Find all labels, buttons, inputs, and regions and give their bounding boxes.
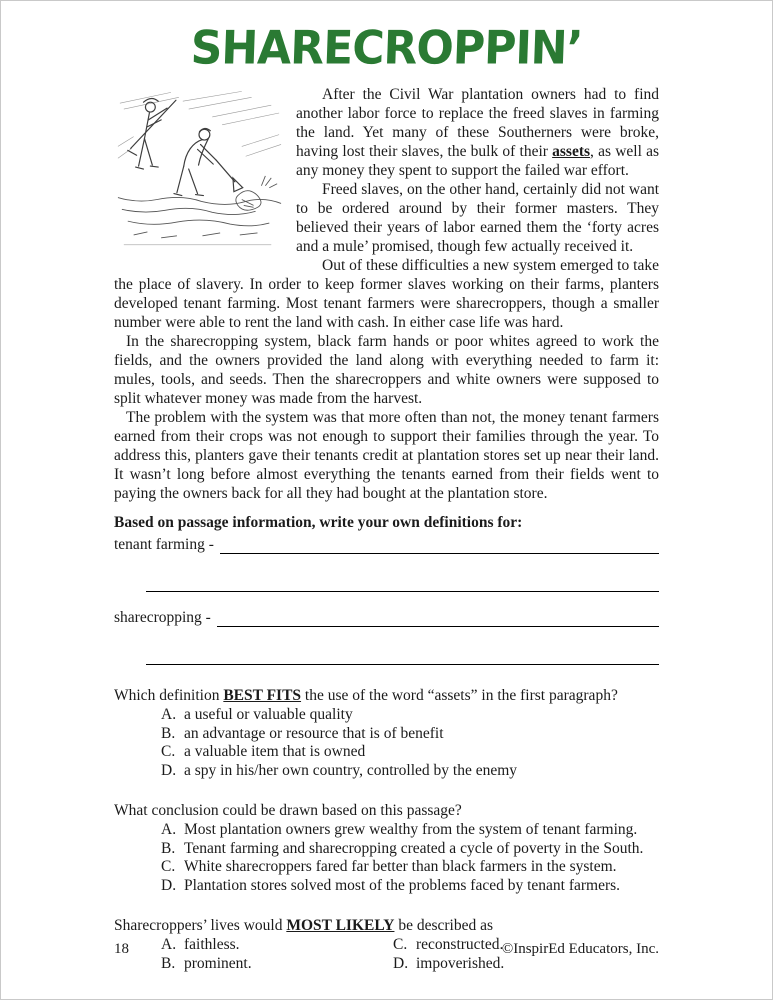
write-line-tenant-farming-2 (146, 577, 659, 592)
term-sharecropping: sharecropping - (114, 609, 211, 626)
write-line-sharecropping-2 (146, 650, 659, 665)
choice-letter: C. (161, 743, 176, 760)
choice-b (161, 725, 659, 744)
choice-letter: B. (161, 724, 176, 742)
choice-text: an advantage or resource that is of benefit (184, 724, 444, 742)
choice-letter: C. (393, 936, 408, 953)
question-conclusion (114, 801, 659, 895)
choice-text: faithless. (184, 936, 240, 953)
question-best-fits (114, 686, 659, 780)
choice-letter: A. (161, 821, 177, 838)
choice-d (161, 877, 659, 896)
paragraph-1-text: After the Civil War plantation owners had to find another labor force to replace the freed slaves in farming the land. Yet many of these Southerners were broke, having lost their slaves, the bulk of their (296, 86, 659, 160)
stem-emphasis: BEST FITS (223, 687, 302, 704)
question-best-fits-stem (114, 686, 659, 705)
choice-text: Tenant farming and sharecropping created a cycle of poverty in the South. (184, 839, 644, 857)
choice-text: impoverished. (416, 954, 505, 972)
passage (114, 85, 659, 503)
paragraph-5: The problem with the system was that more often than not, the money tenant farmers earned from their crops was not enough to support their families through the year. To address this, planters gave their tenants credit at plantation stores set up near their land. It wasn’t long before almost everything the tenants earned from their fields went to paying the owners back for all they had bought at the plantation store. (114, 409, 659, 502)
choice-b (161, 840, 659, 859)
write-line-sharecropping-1 (217, 611, 659, 627)
term-tenant-farming: tenant farming - (114, 536, 214, 553)
question-most-likely-stem (114, 916, 659, 935)
farming-illustration (114, 87, 286, 255)
choice-text: a spy in his/her own country, controlled by the enemy (184, 761, 518, 779)
underlined-word-assets: assets (552, 143, 591, 160)
stem-text-end: be described as (394, 917, 494, 934)
choice-letter: D. (393, 954, 409, 972)
choice-letter: D. (161, 761, 177, 779)
definition-row-tenant-farming (114, 535, 659, 554)
choice-letter: D. (161, 876, 177, 894)
stem-text: Sharecroppers’ lives would (114, 917, 287, 934)
page-footer (114, 940, 659, 959)
paragraph-4: In the sharecropping system, black farm hands or poor whites agreed to work the fields, and the owners provided the land along with everything needed to farm it: mules, tools, and seeds. Then the sharecroppers and white owners were supposed to split whatever money was made from the harvest. (114, 333, 659, 407)
page-title: SHARECROPPIN’ (189, 21, 584, 76)
choice-a (161, 821, 659, 840)
choice-letter: B. (161, 954, 176, 972)
choice-letter: A. (161, 706, 177, 723)
stem-text-end: the use of the word “assets” in the first paragraph? (301, 687, 618, 704)
choice-text: a valuable item that is owned (184, 743, 366, 760)
choice-letter: A. (161, 936, 177, 953)
question-best-fits-choices (161, 706, 659, 780)
paragraph-1-end: , as well as any money they spent to support the failed war effort. (296, 143, 659, 179)
choice-letter: B. (161, 839, 176, 857)
paragraph-3: Out of these difficulties a new system emerged to take the place of slavery. In order to keep former slaves working on their farms, planters developed tenant farming. Most tenant farmers were sharecroppers, though a smaller number were able to rent the land with cash. In either case life was hard. (114, 257, 659, 331)
choice-d (161, 762, 659, 781)
stem-emphasis: MOST LIKELY (286, 917, 395, 934)
choice-letter: C. (161, 858, 176, 875)
stem-text: Which definition (114, 687, 224, 704)
choice-a (161, 706, 659, 725)
definitions-section (114, 513, 659, 665)
question-conclusion-stem: What conclusion could be drawn based on this passage? (114, 802, 462, 819)
choice-text: prominent. (184, 954, 252, 972)
page-number: 18 (114, 941, 129, 957)
choice-text: White sharecroppers fared far better than black farmers in the system. (184, 858, 617, 875)
write-line-tenant-farming-1 (220, 538, 659, 554)
choice-text: reconstructed. (416, 936, 504, 953)
definitions-prompt: Based on passage information, write your own definitions for: (114, 514, 523, 531)
copyright: ©InspirEd Educators, Inc. (501, 941, 659, 957)
choice-c (161, 743, 659, 762)
question-conclusion-choices (161, 821, 659, 895)
definition-row-sharecropping (114, 608, 659, 627)
choice-text: Plantation stores solved most of the problems faced by tenant farmers. (184, 876, 621, 894)
paragraph-2: Freed slaves, on the other hand, certainly did not want to be ordered around by their former masters. They believed their years of labor earned them the ‘forty acres and a mule’ promised, though few actually received it. (296, 181, 659, 255)
choice-text: a useful or valuable quality (184, 706, 353, 723)
choice-c (161, 858, 659, 877)
choice-text: Most plantation owners grew wealthy from the system of tenant farming. (184, 821, 638, 838)
